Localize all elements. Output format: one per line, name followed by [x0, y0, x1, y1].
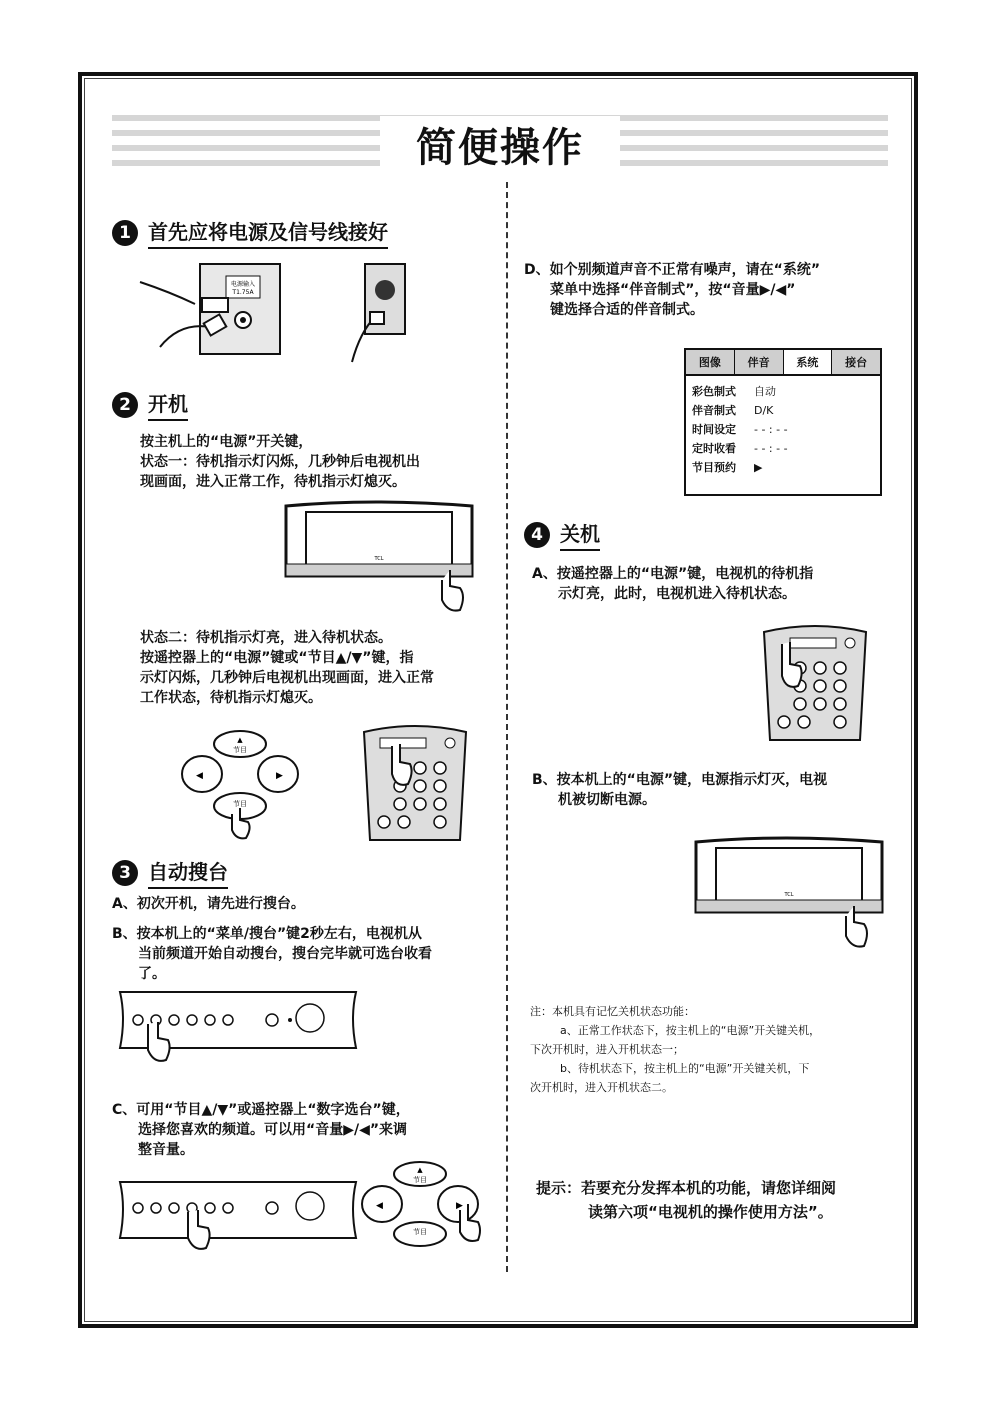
osd-row [692, 458, 880, 477]
section-3-label: 自动搜台 [148, 856, 228, 889]
osd-row-value: D/K [754, 404, 774, 417]
remote-control-illustration [360, 724, 470, 842]
text-line: A、按遥控器上的“电源”键，电视机的待机指 [532, 566, 814, 582]
text-line: B、按本机上的“菜单/搜台”键2秒左右，电视机从 [112, 926, 422, 942]
text-line: 工作状态，待机指示灯熄灭。 [140, 690, 322, 706]
osd-row-value: 自动 [754, 385, 776, 398]
svg-text:节目: 节目 [233, 746, 247, 754]
text-line: a、正常工作状态下，按主机上的“电源”开关键关机， [560, 1024, 821, 1037]
svg-text:◀: ◀ [376, 1201, 383, 1211]
section-number-badge: 2 [112, 392, 138, 418]
osd-menu-illustration [684, 348, 882, 496]
osd-row [692, 382, 880, 401]
osd-row-value: - - : - - [754, 442, 788, 455]
section-2-label: 开机 [148, 388, 188, 421]
svg-text:TCL: TCL [374, 556, 384, 562]
text-line: 状态二：待机指示灯亮，进入待机状态。 [140, 630, 392, 646]
tip-text [536, 1176, 836, 1224]
text-line: b、待机状态下，按主机上的“电源”开关键关机，下 [560, 1062, 810, 1075]
osd-row [692, 439, 880, 458]
power-off-step-a [532, 564, 813, 604]
remote-control-power-illustration [760, 624, 870, 742]
osd-row [692, 401, 880, 420]
power-on-state-1 [140, 432, 420, 492]
text-line: 选择您喜欢的频道。可以用“音量▶/◀”来调 [138, 1122, 408, 1138]
svg-text:▶: ▶ [456, 1201, 463, 1211]
power-off-step-b [532, 770, 827, 810]
text-line: 了。 [138, 966, 166, 982]
osd-menu-rows [686, 376, 880, 477]
text-line: 菜单中选择“伴音制式”，按“音量▶/◀” [550, 282, 796, 298]
osd-row-value: - - : - - [754, 423, 788, 436]
section-1-label: 首先应将电源及信号线接好 [148, 216, 388, 249]
text-line: 按主机上的“电源”开关键， [140, 434, 313, 450]
osd-row-key: 定时收看 [692, 442, 736, 455]
text-line: 状态一：待机指示灯闪烁，几秒钟后电视机出 [140, 454, 420, 470]
text-line: 当前频道开始自动搜台，搜台完毕就可选台收看 [138, 946, 432, 962]
page-title: 简便操作 [380, 116, 620, 173]
svg-text:节目: 节目 [413, 1176, 427, 1184]
text-line: 键选择合适的伴音制式。 [550, 302, 704, 318]
tv-front-power-off-illustration [694, 834, 884, 954]
osd-row-key: 时间设定 [692, 423, 736, 436]
text-line: D、如个别频道声音不正常有噪声，请在“系统” [524, 262, 821, 278]
osd-row [692, 420, 880, 439]
text-line: 机被切断电源。 [558, 792, 656, 808]
osd-tab: 伴音 [735, 350, 784, 374]
svg-text:电源输入: 电源输入 [230, 281, 256, 288]
text-line: 下次开机时，进入开机状态一； [530, 1043, 684, 1056]
text-line: 次开机时，进入开机状态二。 [530, 1081, 673, 1094]
section-number-badge: 4 [524, 522, 550, 548]
column-divider [506, 182, 508, 1272]
osd-tab: 接台 [832, 350, 880, 374]
text-line: 提示：若要充分发挥本机的功能，请您详细阅 [536, 1179, 837, 1197]
section-4-label: 关机 [560, 518, 600, 551]
svg-text:▲: ▲ [417, 1166, 423, 1174]
direction-pad-illustration-2 [360, 1160, 484, 1250]
section-number-badge: 1 [112, 220, 138, 246]
svg-text:T1.75A: T1.75A [232, 289, 254, 296]
power-socket-illustration [140, 262, 440, 372]
svg-text:节目: 节目 [233, 800, 247, 808]
text-line: C、可用“节目▲/▼”或遥控器上“数字选台”键， [112, 1102, 410, 1118]
section-4-heading [524, 518, 600, 551]
osd-tab-active: 系统 [784, 350, 833, 374]
osd-row-key: 彩色制式 [692, 385, 736, 398]
osd-row-key: 伴音制式 [692, 404, 736, 417]
osd-menu-tabs [686, 350, 880, 376]
svg-text:◀: ◀ [196, 771, 203, 781]
text-line: 整音量。 [138, 1142, 194, 1158]
text-line: 按遥控器上的“电源”键或“节目▲/▼”键，指 [140, 650, 414, 666]
osd-row-value: ▶ [754, 461, 763, 474]
tv-control-panel-illustration [118, 988, 358, 1068]
auto-search-step-a: A、初次开机，请先进行搜台。 [112, 896, 305, 912]
tv-control-panel-illustration-2 [118, 1178, 358, 1258]
auto-search-step-b [112, 924, 432, 984]
section-number-badge: 3 [112, 860, 138, 886]
section-2-heading [112, 388, 188, 421]
text-line: 注：本机具有记忆关机状态功能： [530, 1005, 695, 1018]
text-line: 示灯闪烁，几秒钟后电视机出现画面，进入正常 [140, 670, 434, 686]
text-line: 示灯亮，此时，电视机进入待机状态。 [558, 586, 796, 602]
sound-system-step-d [524, 260, 820, 320]
memory-note [530, 1002, 820, 1097]
text-line: B、按本机上的“电源”键，电源指示灯灭，电视 [532, 772, 828, 788]
svg-text:TCL: TCL [784, 892, 794, 898]
direction-pad-illustration [180, 730, 300, 840]
auto-search-step-c [112, 1100, 410, 1160]
power-on-state-2 [140, 628, 434, 708]
svg-text:▶: ▶ [276, 771, 283, 781]
svg-text:节目: 节目 [413, 1228, 427, 1236]
tv-front-power-illustration [284, 498, 474, 618]
osd-tab: 图像 [686, 350, 735, 374]
svg-text:▲: ▲ [237, 736, 243, 744]
section-1-heading [112, 216, 388, 249]
text-line: 读第六项“电视机的操作使用方法”。 [588, 1203, 833, 1221]
section-3-heading [112, 856, 228, 889]
osd-row-key: 节目预约 [692, 461, 736, 474]
text-line: 现画面，进入正常工作，待机指示灯熄灭。 [140, 474, 406, 490]
